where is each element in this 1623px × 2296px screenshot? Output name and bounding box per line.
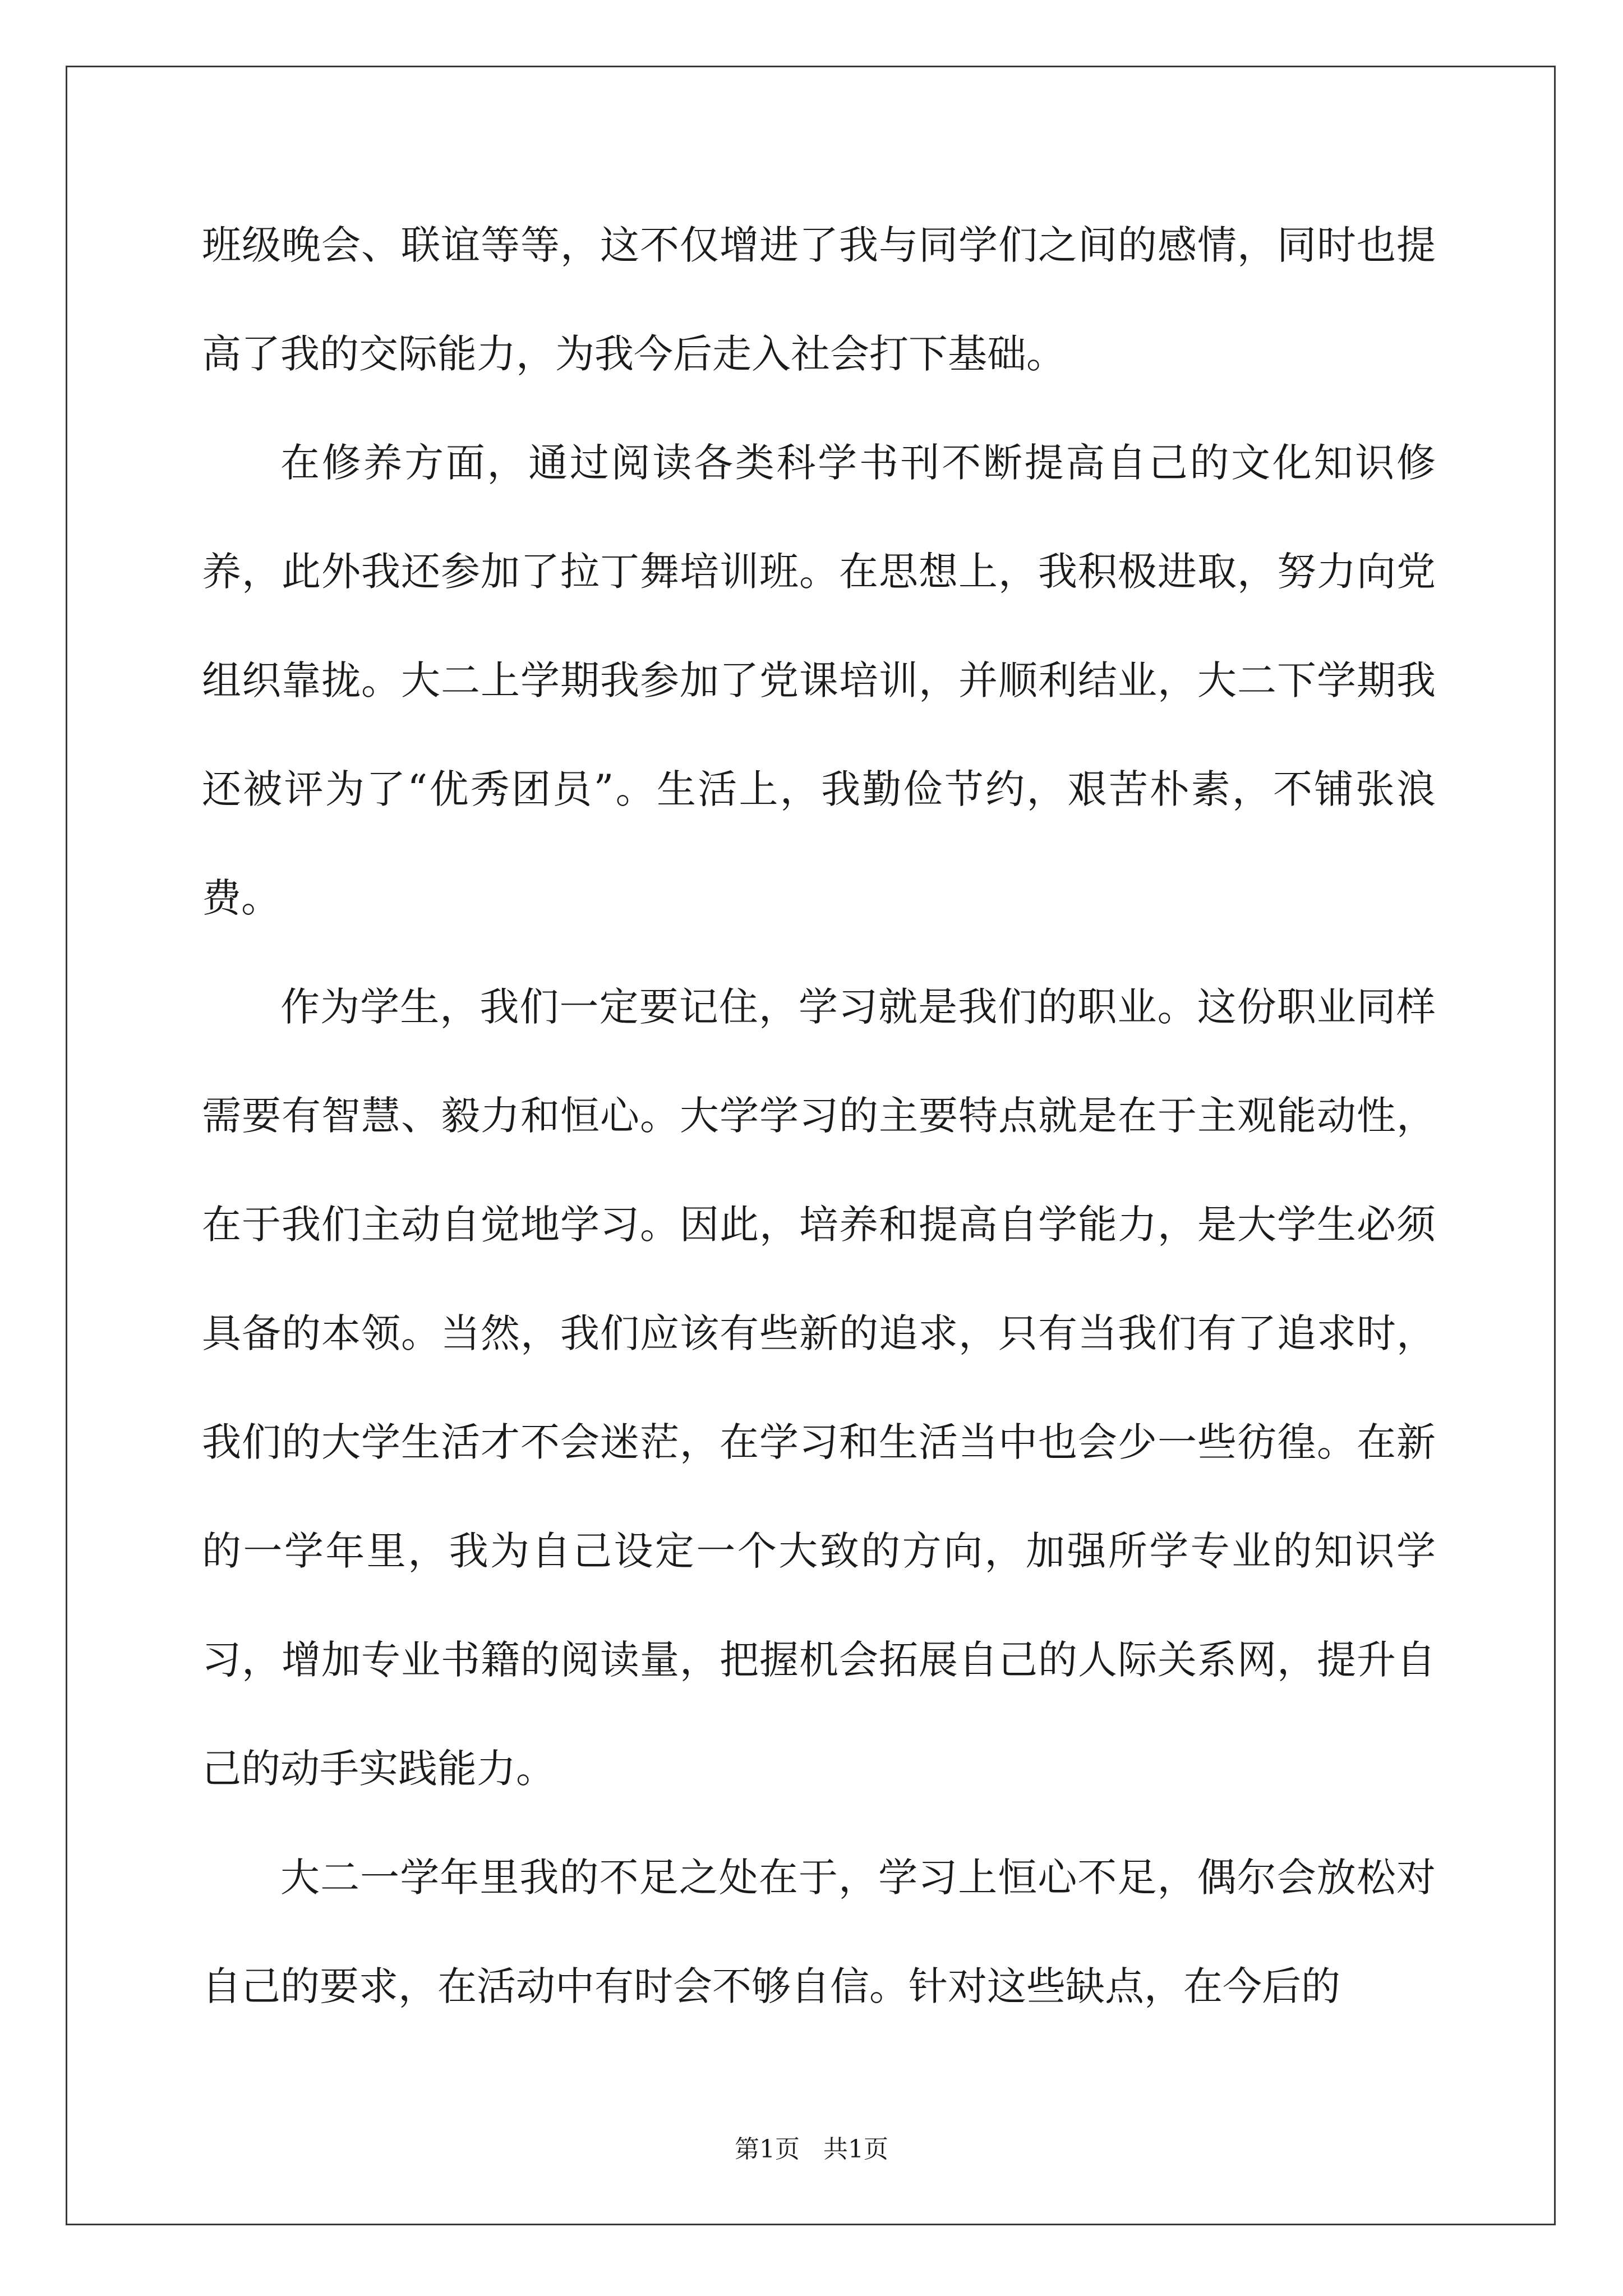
paragraph-1: 班级晚会、联谊等等，这不仅增进了我与同学们之间的感情，同时也提高了我的交际能力，为我今后走入社会打下基础。 <box>202 222 1436 377</box>
document-body <box>202 191 1436 2041</box>
paragraph-4: 大二一学年里我的不足之处在于，学习上恒心不足，偶尔会放松对自己的要求，在活动中有时会不够自信。针对这些缺点，在今后的 <box>202 1855 1436 2009</box>
page-number-footer: 第1页 共1页 <box>735 2135 888 2164</box>
paragraph-3: 作为学生，我们一定要记住，学习就是我们的职业。这份职业同样需要有智慧、毅力和恒心。大学学习的主要特点就是在于主观能动性，在于我们主动自觉地学习。因此，培养和提高自学能力，是大学生必须具备的本领。当然，我们应该有些新的追求，只有当我们有了追求时，我们的大学生活才不会迷茫，在学习和生活当中也会少一些彷徨。在新的一学年里，我为自己设定一个大致的方向，加强所学专业的知识学习，增加专业书籍的阅读量，把握机会拓展自己的人际关系网，提升自己的动手实践能力。 <box>202 984 1436 1792</box>
paragraph-2: 在修养方面，通过阅读各类科学书刊不断提高自己的文化知识修养，此外我还参加了拉丁舞培训班。在思想上，我积极进取，努力向党组织靠拢。大二上学期我参加了党课培训，并顺利结业，大二下学期我还被评为了“优秀团员”。生活上，我勤俭节约，艰苦朴素，不铺张浪费。 <box>202 440 1436 921</box>
